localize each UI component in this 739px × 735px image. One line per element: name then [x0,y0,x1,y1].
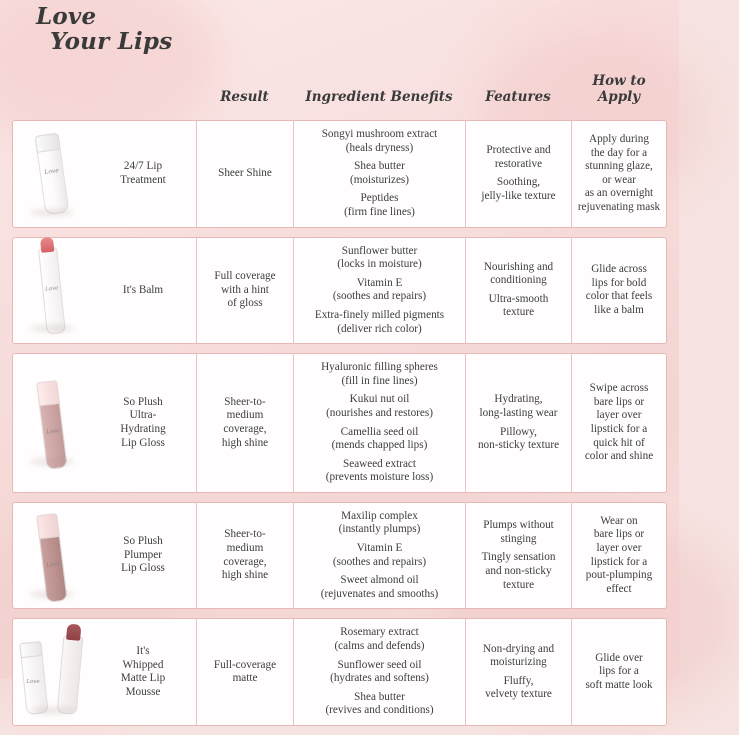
column-header-ingredients: Ingredient Benefits [305,89,453,105]
product-ingredient-benefits [293,120,465,228]
product-result: Sheer Shine [196,120,293,228]
product-how-to-apply: Swipe across bare lips or layer over lipstick for a quick hit of color and shine [571,353,667,493]
cell-line: Vitamin E (soothes and repairs) [332,276,427,303]
lip-balm-stick-icon: Love [15,244,89,336]
product-features [465,353,571,493]
product-image-cell [12,502,90,610]
product-result: Sheer-to- medium coverage, high shine [196,502,293,610]
cell-line: Sunflower seed oil (hydrates and softens) [330,658,429,685]
product-name: So Plush Plumper Lip Gloss [90,502,196,610]
product-ingredient-benefits [293,237,465,345]
product-features [465,120,571,228]
table-row [12,120,667,228]
product-features [465,237,571,345]
product-how-to-apply: Apply during the day for a stunning glaze, or wear as an overnight rejuvenating mask [571,120,667,228]
title-line-1: Love [36,3,97,30]
table-row [12,618,667,726]
product-image-cell [12,120,90,228]
product-ingredient-benefits [293,353,465,493]
product-how-to-apply: Glide over lips for a soft matte look [571,618,667,726]
product-how-to-apply: Wear on bare lips or layer over lipstick for a pout-plumping effect [571,502,667,610]
product-result: Sheer-to- medium coverage, high shine [196,353,293,493]
lip-treatment-tube-icon: Love [15,128,89,220]
column-header-apply: How to Apply [592,73,646,105]
cell-line: Shea butter (revives and conditions) [325,690,434,717]
product-name: So Plush Ultra- Hydrating Lip Gloss [90,353,196,493]
product-image-cell [12,618,90,726]
cell-line: Tingly sensation and non-sticky texture [481,551,556,591]
column-header-features: Features [485,89,551,105]
cell-line: Non-drying and moisturizing [482,642,555,669]
table-row [12,502,667,610]
cell-line: Seaweed extract (prevents moisture loss) [325,457,434,484]
lip-gloss-plumper-icon: Love [15,510,89,602]
cell-line: Sweet almond oil (rejuvenates and smooths) [320,574,439,600]
cell-line: Soothing, jelly-like texture [481,176,556,202]
cell-line: Plumps without stinging [483,519,554,545]
product-result: Full-coverage matte [196,618,293,726]
cell-line: Vitamin E (soothes and repairs) [332,542,427,568]
column-header-product [90,73,196,111]
page-title [36,4,216,54]
table-row [12,237,667,345]
product-features [465,618,571,726]
column-header-result: Result [220,89,269,105]
matte-lip-mousse-icon: Love [15,626,89,718]
table-row [12,353,667,493]
product-name: It's Balm [90,237,196,345]
cell-line: Protective and restorative [486,144,551,170]
product-ingredient-benefits [293,618,465,726]
product-name: It's Whipped Matte Lip Mousse [90,618,196,726]
cell-line: Ultra-smooth texture [488,292,549,319]
product-how-to-apply: Glide across lips for bold color that feels like a balm [571,237,667,345]
product-comparison-table [12,64,667,735]
cell-line: Shea butter (moisturizes) [349,160,410,186]
cell-line: Hydrating, long-lasting wear [479,393,558,419]
table-header [12,73,667,111]
cell-line: Camellia seed oil (mends chapped lips) [331,425,428,452]
product-image-cell [12,237,90,345]
cell-line: Songyi mushroom extract (heals dryness) [321,128,438,154]
cell-line: Hyaluronic filling spheres (fill in fine lines) [321,361,438,387]
cell-line: Fluffy, velvety texture [485,674,552,701]
cell-line: Pillowy, non-sticky texture [477,425,560,452]
cell-line: Peptides (firm fine lines) [344,192,415,218]
cell-line: Sunflower butter (locks in moisture) [337,244,422,271]
table-body [12,120,667,726]
product-image-cell [12,353,90,493]
page-header [0,0,679,64]
cell-line: Kukui nut oil (nourishes and restores) [326,393,433,419]
cell-line: Nourishing and conditioning [483,260,554,287]
product-name: 24/7 Lip Treatment [90,120,196,228]
product-result: Full coverage with a hint of gloss [196,237,293,345]
lip-gloss-wand-icon: Love [15,377,89,469]
cell-line: Rosemary extract (calms and defends) [334,626,425,653]
product-features [465,502,571,610]
product-ingredient-benefits [293,502,465,610]
cell-line: Maxilip complex (instantly plumps) [338,509,421,536]
column-header-image [12,73,90,111]
cell-line: Extra-finely milled pigments (deliver rich color) [314,308,445,335]
title-line-2: Your Lips [50,28,173,55]
